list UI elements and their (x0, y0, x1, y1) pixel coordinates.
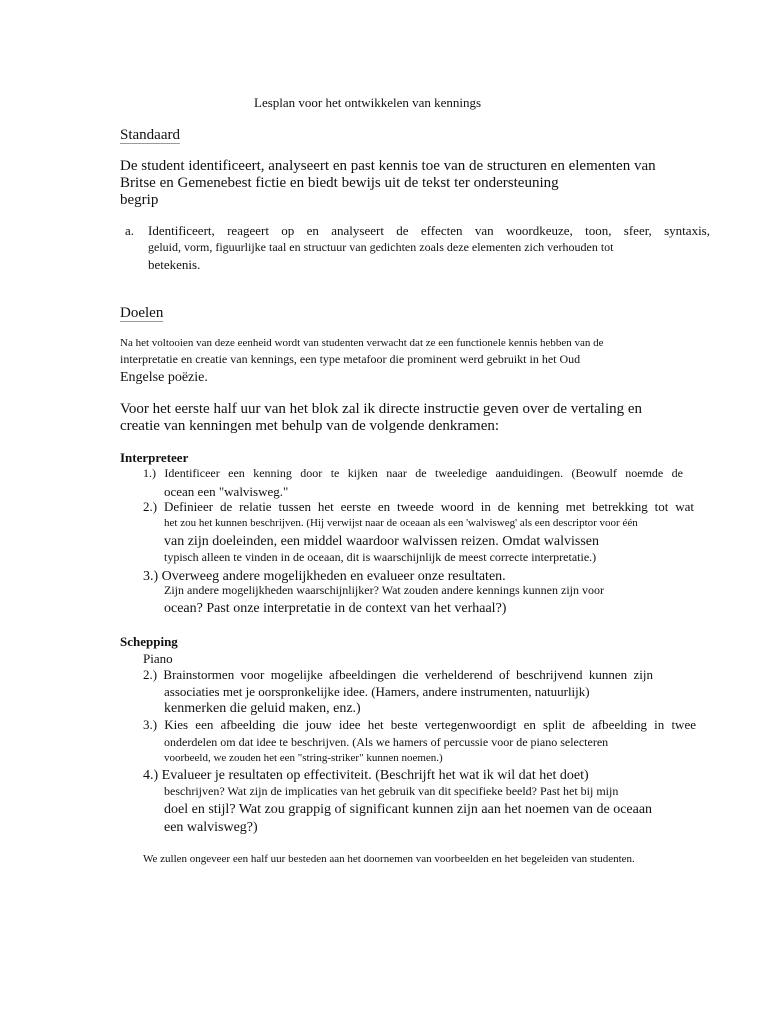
doelen-paragraph-line: creatie van kenningen met behulp van de volgende denkramen: (120, 418, 500, 434)
schepping-item-line: onderdelen om dat idee te beschrijven. (Als we hamers of percussie voor de piano selecteren (164, 735, 609, 749)
schepping-item-line: 4.) Evalueer je resultaten op effectiviteit. (Beschrijft het wat ik wil dat het doet) (143, 768, 589, 783)
interpreteer-item-line: 3.) Overweeg andere mogelijkheden en evalueer onze resultaten. (143, 569, 506, 584)
interpreteer-item-line: typisch alleen te vinden in de oceaan, dit is waarschijnlijk de meest correcte interpretatie.) (164, 550, 597, 564)
schepping-item-line: doel en stijl? Wat zou grappig of significant kunnen zijn aan het noemen van de oceaan (164, 802, 653, 817)
page-title: Lesplan voor het ontwikkelen van kennings (254, 95, 482, 110)
schepping-item-line: beschrijven? Wat zijn de implicaties van het gebruik van dit specifieke beeld? Past het bij mijn (164, 784, 619, 798)
interpreteer-item-line: Zijn andere mogelijkheden waarschijnlijker? Wat zouden andere kennings kunnen zijn voor (164, 583, 604, 597)
doelen-paragraph-line: Na het voltooien van deze eenheid wordt van studenten verwacht dat ze een functionele kennis hebben van de (120, 337, 604, 349)
section-heading-standaard: Standaard (120, 127, 180, 143)
standaard-item-line: Identificeert, reageert op en analyseert de effecten van woordkeuze, toon, sfeer, syntaxis, (148, 223, 710, 238)
interpreteer-item-line: ocean? Past onze interpretatie in de context van het verhaal?) (164, 601, 507, 616)
interpreteer-item-line: 2.) Definieer de relatie tussen het eerste en tweede woord in de kenning met betrekking tot wat (143, 499, 694, 514)
schepping-item-line: kenmerken die geluid maken, enz.) (164, 701, 361, 716)
standaard-item-line: geluid, vorm, figuurlijke taal en structuur van gedichten zoals deze elementen zich verhouden tot (148, 240, 614, 254)
schepping-item-line: voorbeeld, we zouden het een "string-striker" kunnen noemen.) (164, 752, 443, 764)
schepping-item-line: 2.) Brainstormen voor mogelijke afbeeldingen die verhelderend of beschrijvend kunnen zijn (143, 667, 653, 682)
interpreteer-item-line: van zijn doeleinden, een middel waardoor walvissen reizen. Omdat walvissen (164, 534, 600, 549)
standaard-line: begrip (120, 192, 159, 208)
list-marker: a. (125, 223, 135, 238)
interpreteer-item-line: ocean een "walvisweg." (164, 484, 289, 499)
doelen-paragraph-line: Engelse poëzie. (120, 370, 208, 385)
closing-note: We zullen ongeveer een half uur besteden aan het doornemen van voorbeelden en het begeleiden van studenten. (143, 853, 635, 865)
section-heading-schepping: Schepping (120, 634, 178, 649)
schepping-item-line: 3.) Kies een afbeelding die jouw idee het beste vertegenwoordigt en split de afbeelding in twee (143, 717, 696, 732)
schepping-item-line: associaties met je oorspronkelijke idee. (Hamers, andere instrumenten, natuurlijk) (164, 684, 590, 699)
doelen-paragraph-line: Voor het eerste half uur van het blok zal ik directe instructie geven over de vertaling en (120, 401, 643, 417)
doelen-paragraph-line: interpretatie en creatie van kennings, een type metafoor die prominent werd gebruikt in het Oud (120, 352, 581, 366)
standaard-line: De student identificeert, analyseert en past kennis toe van de structuren en elementen van (120, 158, 656, 174)
schepping-subheading: Piano (143, 651, 173, 666)
schepping-item-line: een walvisweg?) (164, 820, 258, 835)
standaard-line: Britse en Gemenebest fictie en biedt bewijs uit de tekst ter ondersteuning (120, 175, 559, 191)
interpreteer-item-line: het zou het kunnen beschrijven. (Hij verwijst naar de oceaan als een 'walvisweg' als een descriptor voor één (164, 517, 638, 529)
section-heading-interpreteer: Interpreteer (120, 450, 189, 465)
interpreteer-item-line: 1.) Identificeer een kenning door te kijken naar de tweeledige aanduidingen. (Beowulf noemde de (143, 466, 683, 480)
section-heading-doelen: Doelen (120, 305, 164, 321)
standaard-item-line: betekenis. (148, 257, 201, 272)
